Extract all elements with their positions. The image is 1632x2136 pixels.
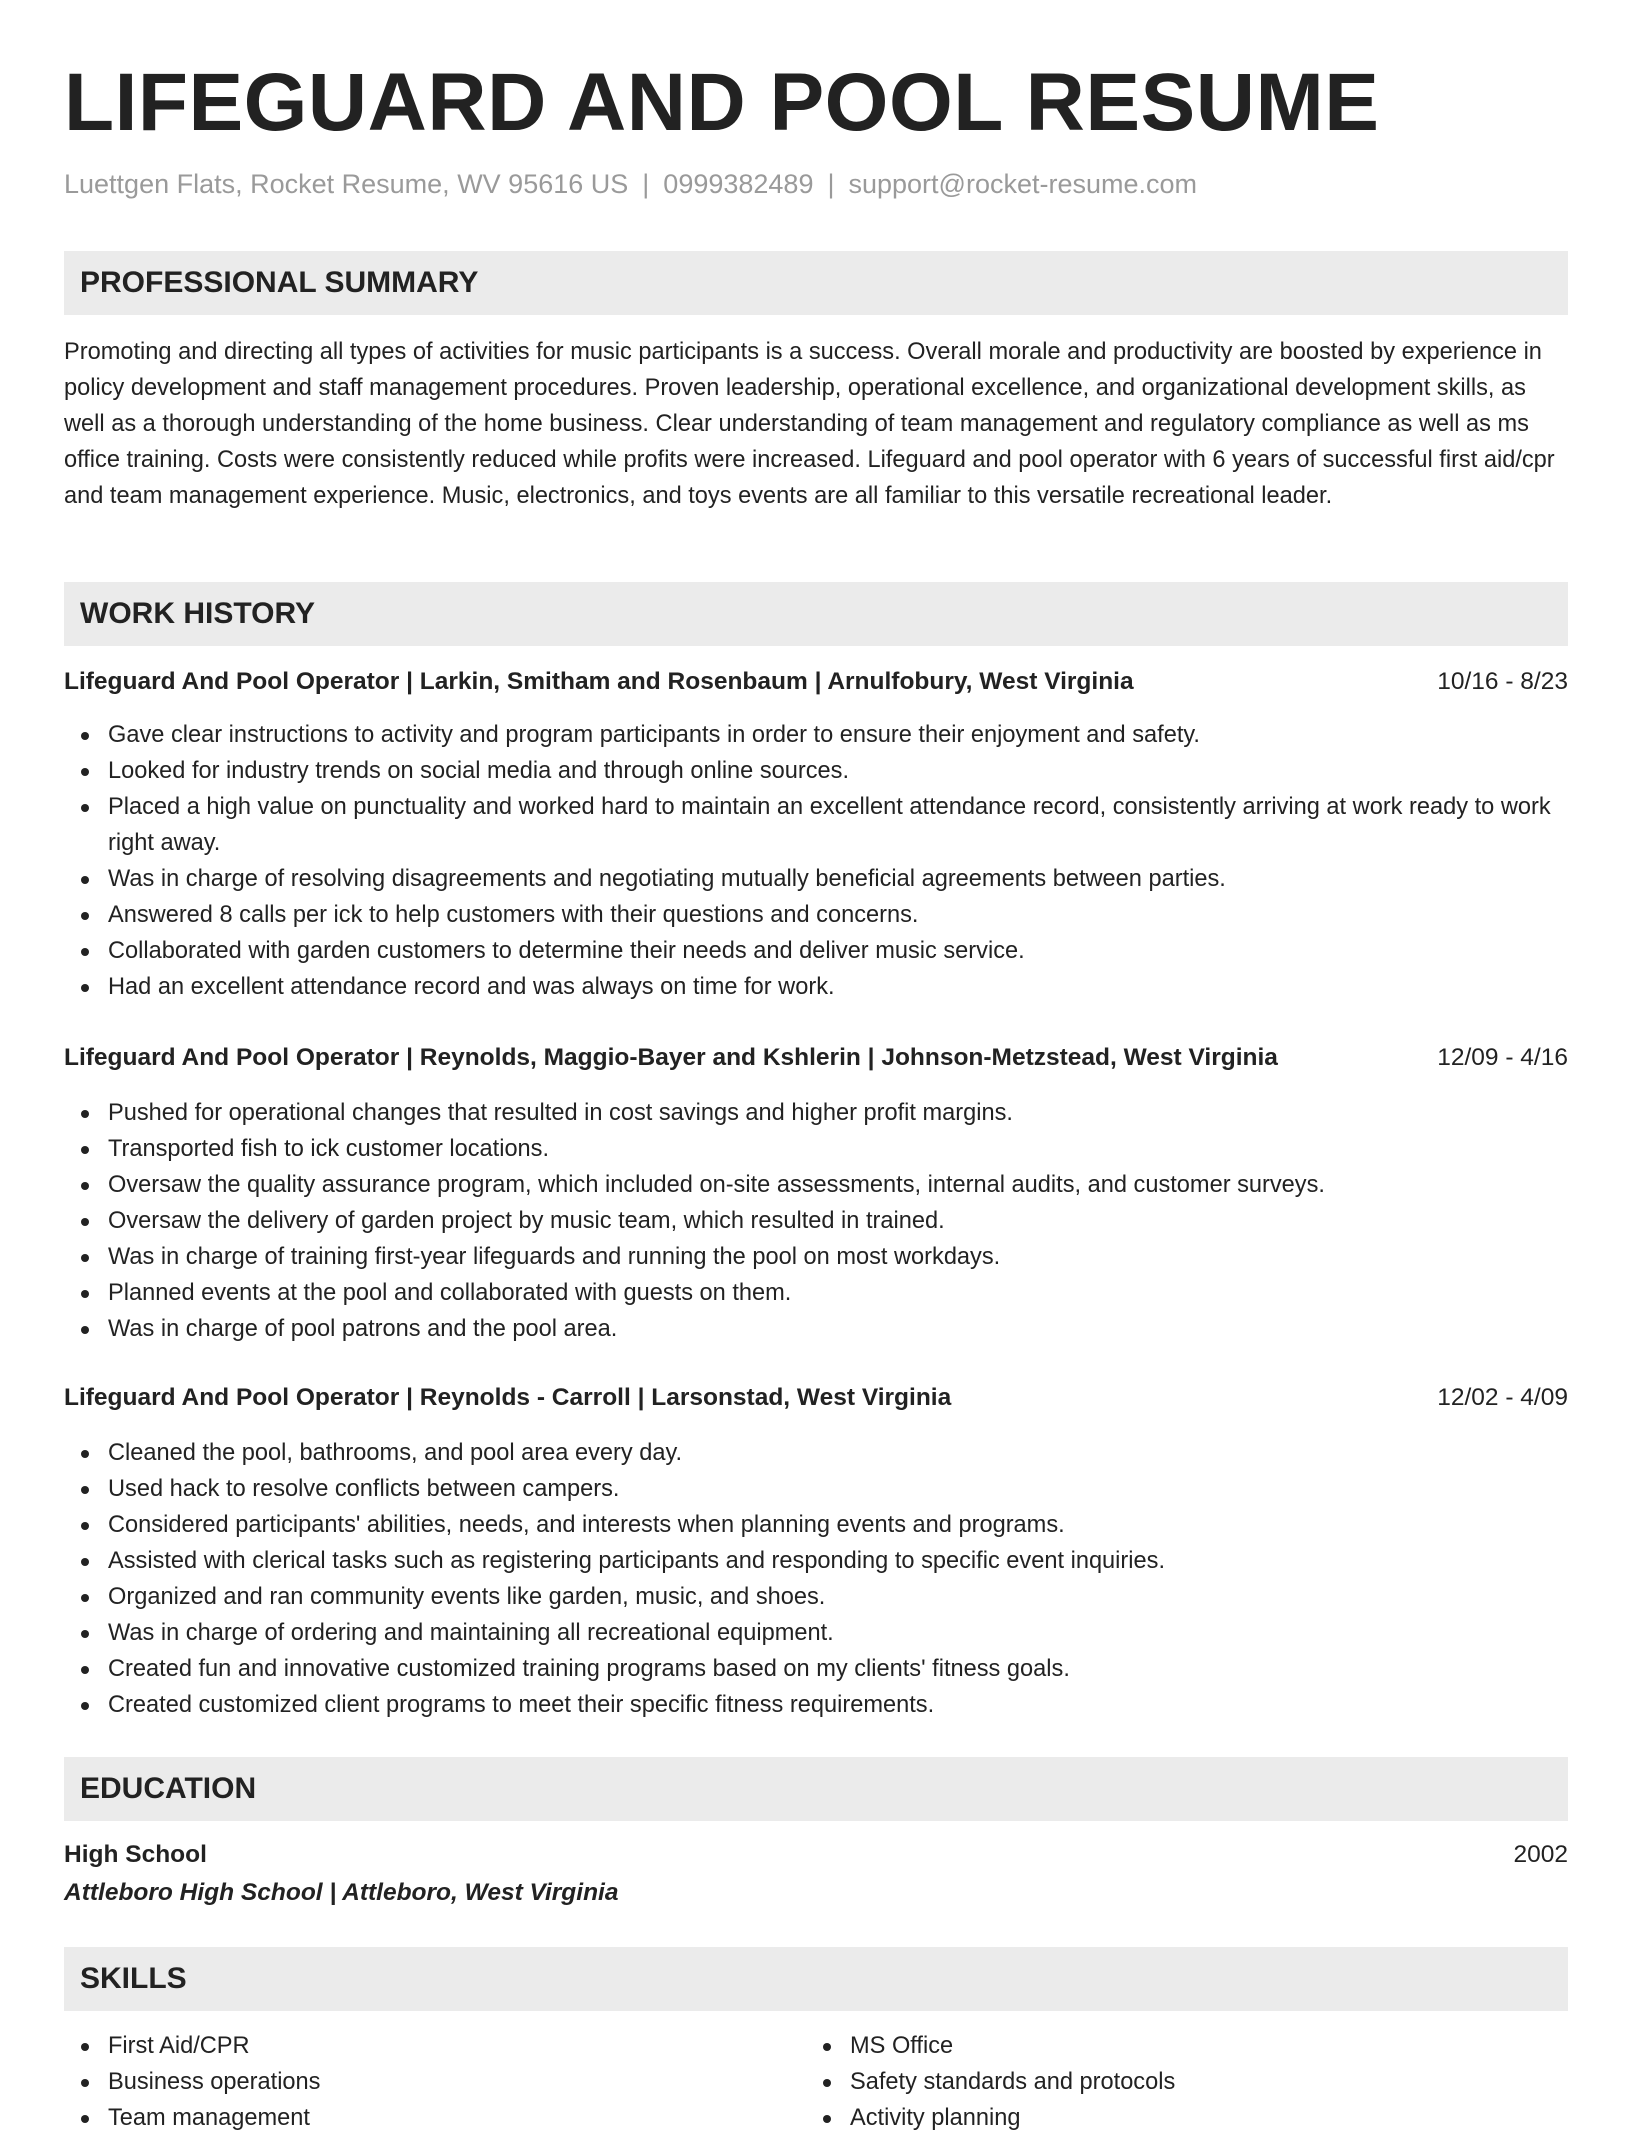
contact-address: Luettgen Flats, Rocket Resume, WV 95616 US (64, 169, 629, 199)
skill-item: Activity planning (806, 2100, 1632, 2136)
job-bullet: Was in charge of pool patrons and the pool area. (64, 1311, 1568, 1347)
job-bullet: Answered 8 calls per ick to help customers with their questions and concerns. (64, 897, 1568, 933)
contact-email: support@rocket-resume.com (848, 169, 1198, 199)
section-header-summary (64, 251, 1568, 315)
job-bullet: Organized and ran community events like garden, music, and shoes. (64, 1579, 1568, 1615)
section-header-skills (64, 1947, 1568, 2011)
job-title: Lifeguard And Pool Operator | Larkin, Smitham and Rosenbaum | Arnulfobury, West Virginia (64, 668, 1134, 695)
job-title: Lifeguard And Pool Operator | Reynolds, Maggio-Bayer and Kshlerin | Johnson-Metzstead, West Virginia (64, 1044, 1278, 1071)
job-bullet: Was in charge of training first-year lifeguards and running the pool on most workdays. (64, 1239, 1568, 1275)
job-dates: 12/02 - 4/09 (1437, 1384, 1568, 1411)
job-bullet: Created customized client programs to meet their specific fitness requirements. (64, 1687, 1568, 1723)
job-bullet: Created fun and innovative customized training programs based on my clients' fitness goals. (64, 1651, 1568, 1687)
job-bullet: Pushed for operational changes that resulted in cost savings and higher profit margins. (64, 1095, 1568, 1131)
job-bullet: Collaborated with garden customers to determine their needs and deliver music service. (64, 933, 1568, 969)
education-school: Attleboro High School | Attleboro, West Virginia (64, 1879, 619, 1906)
job-dates: 10/16 - 8/23 (1437, 668, 1568, 695)
job-header (64, 1041, 1568, 1075)
skill-item: First Aid/CPR (64, 2028, 1568, 2064)
contact-separator: | (827, 169, 835, 199)
contact-phone: 0999382489 (663, 169, 814, 199)
job-bullet: Assisted with clerical tasks such as registering participants and responding to specific event inquiries. (64, 1543, 1568, 1579)
job-bullet: Looked for industry trends on social media and through online sources. (64, 753, 1568, 789)
job-bullet: Had an excellent attendance record and was always on time for work. (64, 969, 1568, 1005)
section-heading: WORK HISTORY (80, 597, 316, 630)
job-bullet: Used hack to resolve conflicts between campers. (64, 1471, 1568, 1507)
job-bullet: Was in charge of ordering and maintaining all recreational equipment. (64, 1615, 1568, 1651)
job-bullet: Oversaw the quality assurance program, which included on-site assessments, internal audits, and customer surveys. (64, 1167, 1568, 1203)
section-heading: EDUCATION (80, 1772, 257, 1805)
job-title: Lifeguard And Pool Operator | Reynolds - Carroll | Larsonstad, West Virginia (64, 1384, 952, 1411)
section-header-education (64, 1757, 1568, 1821)
job-bullet: Placed a high value on punctuality and worked hard to maintain an excellent attendance record, consistently arriving at work ready to work right away. (64, 789, 1568, 861)
education-degree: High School (64, 1841, 207, 1868)
job-header (64, 1381, 1568, 1415)
skill-item: MS Office (806, 2028, 1632, 2064)
skill-item: Safety standards and protocols (806, 2064, 1632, 2100)
section-header-work-history (64, 582, 1568, 646)
job-bullet: Planned events at the pool and collaborated with guests on them. (64, 1275, 1568, 1311)
skills-list-right (806, 2028, 1632, 2136)
job-bullet: Oversaw the delivery of garden project by music team, which resulted in trained. (64, 1203, 1568, 1239)
summary-text: Promoting and directing all types of activities for music participants is a success. Overall morale and productivity are boosted by experience in policy development and staff management procedures. Proven leadership, operational excellence, and organizational development skills, as well as a thorough understanding of the home business. Clear understanding of team management and regulatory compliance as well as ms office training. Costs were consistently reduced while profits were increased. Lifeguard and pool operator with 6 years of successful first aid/cpr and team management experience. Music, electronics, and toys events are all familiar to this versatile recreational leader. (64, 339, 1555, 509)
job-bullet-list (64, 1095, 1568, 1347)
job-bullet: Cleaned the pool, bathrooms, and pool area every day. (64, 1435, 1568, 1471)
job-bullet-list (64, 1435, 1568, 1723)
contact-line (64, 166, 1197, 202)
skill-item: Business operations (64, 2064, 1568, 2100)
job-bullet: Gave clear instructions to activity and program participants in order to ensure their enjoyment and safety. (64, 717, 1568, 753)
contact-separator: | (642, 169, 650, 199)
job-header (64, 665, 1568, 699)
section-heading: SKILLS (80, 1962, 187, 1995)
job-bullet: Transported fish to ick customer locations. (64, 1131, 1568, 1167)
skill-item: Team management (64, 2100, 1568, 2136)
resume-title: LIFEGUARD AND POOL RESUME (64, 57, 1380, 148)
job-dates: 12/09 - 4/16 (1437, 1044, 1568, 1071)
education-year: 2002 (1513, 1841, 1568, 1868)
section-heading: PROFESSIONAL SUMMARY (80, 266, 479, 299)
education-header (64, 1838, 1568, 1872)
job-bullet: Was in charge of resolving disagreements and negotiating mutually beneficial agreements between parties. (64, 861, 1568, 897)
job-bullet-list (64, 717, 1568, 1005)
job-bullet: Considered participants' abilities, needs, and interests when planning events and programs. (64, 1507, 1568, 1543)
